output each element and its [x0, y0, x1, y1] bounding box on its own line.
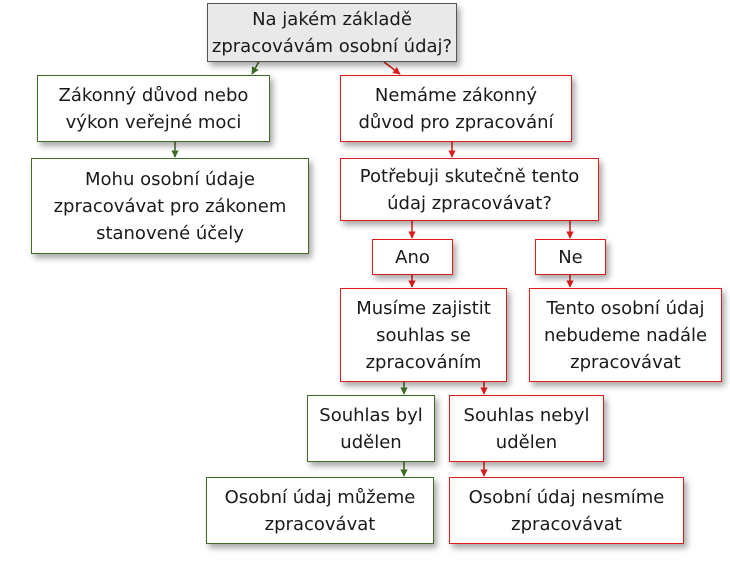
legal-use-line-2: zpracovávat pro zákonem	[53, 195, 287, 217]
get-consent-line-2: souhlas se	[376, 324, 471, 346]
may-process-line-1: Osobní údaj můžeme	[224, 486, 416, 508]
no-basis-box	[340, 75, 572, 142]
need-line-1: Potřebuji skutečně tento	[359, 165, 580, 187]
stop-line-3: zpracovávat	[570, 351, 681, 373]
consent-not-given-line-2: udělen	[495, 431, 558, 453]
legal-use-line-1: Mohu osobní údaje	[85, 168, 255, 190]
consent-not-given-box	[449, 395, 604, 462]
get-consent-box	[340, 288, 507, 382]
get-consent-line-3: zpracováním	[365, 351, 482, 373]
get-consent-line-1: Musíme zajistit	[356, 297, 491, 319]
legal-basis-box	[37, 75, 270, 142]
no-basis-line-1: Nemáme zákonný	[374, 84, 538, 106]
consent-given-box	[307, 395, 435, 462]
no-label: Ne	[558, 246, 583, 268]
must-not-process-line-2: zpracovávat	[511, 513, 622, 535]
legal-use-box	[31, 158, 309, 254]
consent-given-line-1: Souhlas byl	[319, 404, 423, 426]
legal-basis-line-2: výkon veřejné moci	[65, 111, 242, 133]
arrow-root-to-no-basis	[384, 62, 400, 74]
no-basis-line-2: důvod pro zpracování	[358, 111, 554, 133]
root-line-2: zpracovávám osobní údaj?	[211, 35, 453, 57]
need-question-box	[340, 158, 599, 221]
may-process-box	[206, 477, 434, 544]
consent-given-line-2: udělen	[340, 431, 402, 453]
must-not-process-box	[449, 477, 684, 544]
legal-use-line-3: stanovené účely	[96, 222, 244, 244]
need-line-2: údaj zpracovávat?	[387, 192, 552, 214]
stop-processing-box	[529, 288, 722, 382]
root-question-box	[207, 3, 457, 62]
legal-basis-line-1: Zákonný důvod nebo	[58, 84, 249, 106]
stop-line-1: Tento osobní údaj	[546, 297, 705, 319]
stop-line-2: nebudeme nadále	[543, 324, 708, 346]
must-not-process-line-1: Osobní údaj nesmíme	[468, 486, 665, 508]
root-line-1: Na jakém základě	[252, 8, 412, 30]
consent-not-given-line-1: Souhlas nebyl	[463, 404, 590, 426]
no-box	[535, 239, 606, 275]
yes-label: Ano	[395, 246, 430, 268]
yes-box	[372, 239, 453, 275]
may-process-line-2: zpracovávat	[264, 513, 376, 535]
